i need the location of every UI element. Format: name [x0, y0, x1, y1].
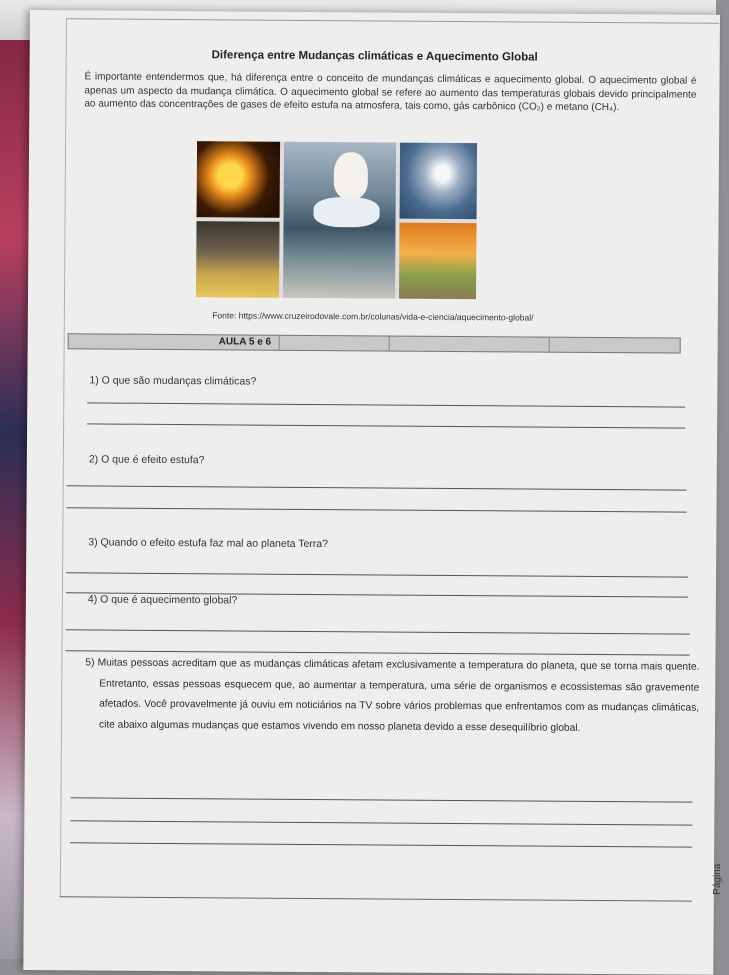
- page-label: Página: [711, 863, 724, 895]
- worksheet-page: [23, 10, 724, 975]
- question-1: 1) O que são mudanças climáticas?: [89, 374, 257, 388]
- question-5-text: 5) Muitas pessoas acreditam que as mudanças climáticas afetam exclusivamente a temperatura do planeta, que se torna mais quente. Entretanto, essas pessoas esquecem que, ao aumentar a temperatura, uma série de organismos e ecossistemas são gravemente afetados. Você provavelmente já ouviu em noticiários na TV sobre vários problemas que enfrentamos com as mudanças climáticas, cite abaixo algumas mudanças que estamos vivendo em nosso planeta devido a esse desequilíbrio global.: [85, 657, 700, 734]
- question-3: 3) Quando o efeito estufa faz mal ao planeta Terra?: [88, 536, 329, 551]
- question-4: 4) O que é aquecimento global?: [87, 593, 238, 607]
- polar-bear-image: [283, 142, 396, 299]
- drought-image: [399, 223, 477, 300]
- hurricane-image: [400, 143, 478, 220]
- aula-label: AULA 5 e 6: [218, 336, 272, 348]
- intro-paragraph: É importante entendermos que, há diferença entre o conceito de mundanças climáticas e aquecimento global. O aquecimento global é apenas um aspecto da mudança climática. O aquecimento global se refere ao aumento das temperaturas globais devido principalmente ao aumento das concentrações de gases de efeito estufa na atmosfera, tais como, gás carbônico (CO₂) e metano (CH₄).: [84, 71, 697, 114]
- polar-bear: [334, 152, 368, 198]
- aula-cell-divider: [279, 336, 280, 350]
- factory-smoke-image: [196, 221, 280, 298]
- aula-cell-divider: [549, 338, 550, 352]
- aula-cell-divider: [389, 337, 390, 351]
- sun-earth-image: [197, 141, 281, 218]
- question-5: [85, 654, 700, 740]
- document-title: Diferença entre Mudanças climáticas e Aquecimento Global: [211, 49, 538, 64]
- ice-floe: [313, 197, 379, 227]
- question-2: 2) O que é efeito estufa?: [88, 453, 205, 467]
- image-source: Fonte: https://www.cruzeirodovale.com.br/colunas/vida-e-ciencia/aquecimento-global/: [212, 310, 534, 323]
- climate-image-collage: [196, 141, 477, 299]
